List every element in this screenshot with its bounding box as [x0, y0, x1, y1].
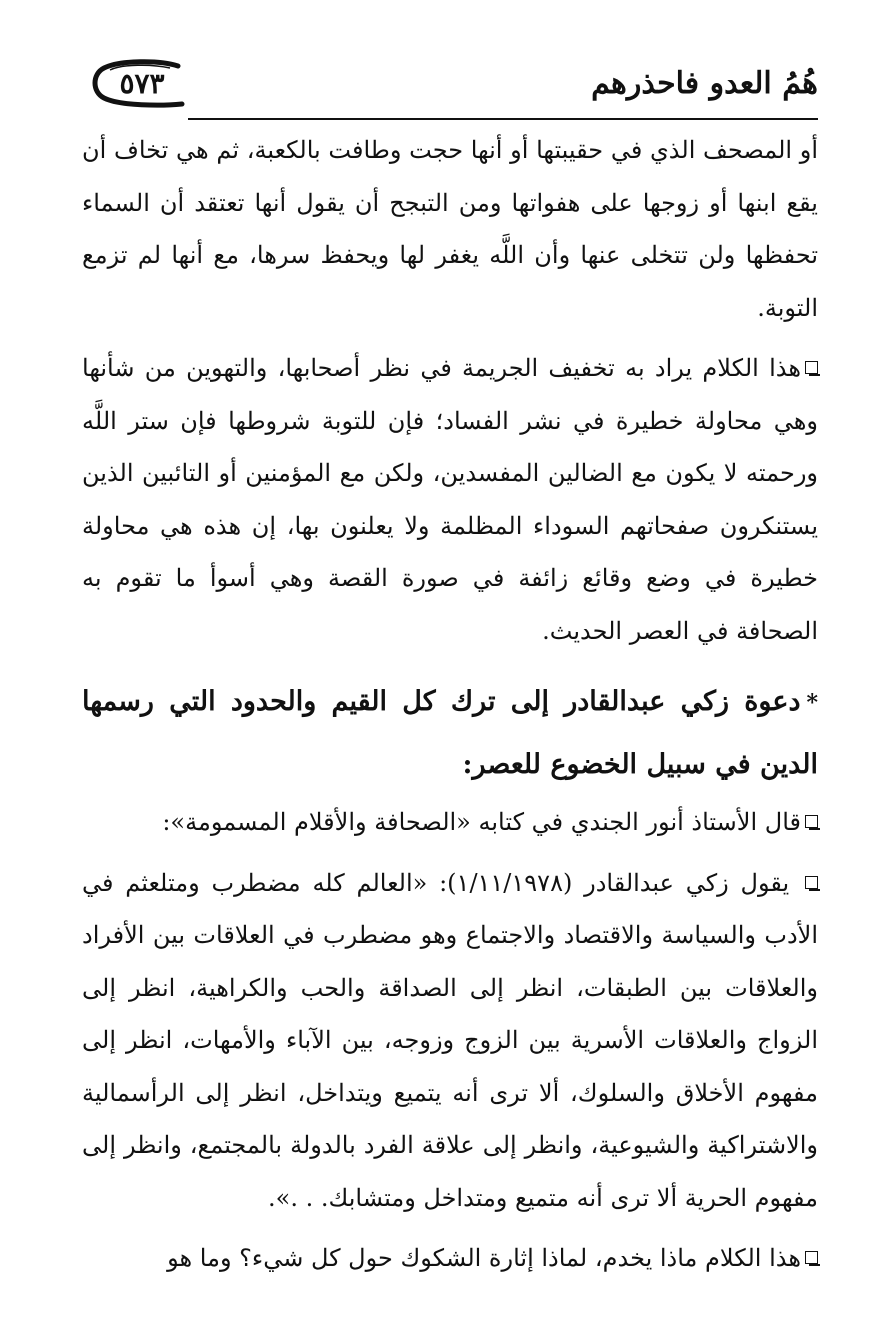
page-body [82, 124, 818, 1285]
page-number: ٥٧٣ [119, 67, 165, 100]
paragraph-5-text: هذا الكلام ماذا يخدم، لماذا إثارة الشكوك حول كل شيء؟ وما هو [167, 1244, 801, 1272]
square-bullet-icon [805, 361, 818, 374]
section-heading-text: دعوة زكي عبدالقادر إلى ترك كل القيم والحدود التي رسمها الدين في سبيل الخضوع للعصر: [82, 686, 818, 780]
page-number-badge [90, 58, 185, 108]
paragraph-4-text: يقول زكي عبدالقادر (١/١١/١٩٧٨): «العالم كله مضطرب ومتلعثم في الأدب والسياسة والاقتصاد والاجتماع وهو مضطرب في العلاقات بين الأفراد والعلاقات بين الطبقات، انظر إلى الصداقة والحب والكراهية، انظر إلى الزواج والعلاقات الأسرية بين الزوج وزوجه، بين الآباء والأمهات، انظر إلى مفهوم الأخلاق والسلوك، ألا ترى أنه يتميع ويتداخل، انظر إلى الرأسمالية والاشتراكية والشيوعية، وانظر إلى علاقة الفرد بالدولة بالمجتمع، وانظر إلى مفهوم الحرية ألا ترى أنه متميع ومتداخل ومتشابك. . .». [82, 868, 818, 1212]
paragraph-1-text: أو المصحف الذي في حقيبتها أو أنها حجت وطافت بالكعبة، ثم هي تخاف أن يقع ابنها أو زوجها على هفواتها ومن التبجح أن يقول أنها تعتقد أن السماء تحفظها ولن تتخلى عنها وأن اللَّه يغفر لها ويحفظ سرها، مع أنها لم تزمع التوبة. [82, 136, 819, 322]
page-header [90, 56, 818, 116]
square-bullet-icon [805, 815, 818, 828]
running-title: هُمُ العدو فاحذرهم [591, 66, 818, 101]
square-bullet-icon [805, 1251, 818, 1264]
paragraph-2-text: هذا الكلام يراد به تخفيف الجريمة في نظر أصحابها، والتهوين من شأنها وهي محاولة خطيرة في نشر الفساد؛ فإن للتوبة شروطها فإن ستر اللَّه ورحمته لا يكون مع الضالين المفسدين، ولكن مع المؤمنين أو التائبين الذين يستنكرون صفحاتهم السوداء المظلمة ولا يعلنون بها، إن هذه هي محاولة خطيرة في وضع وقائع زائفة في صورة القصة وهي أسوأ ما تقوم به الصحافة في العصر الحديث. [82, 354, 819, 645]
asterisk-bullet-icon: * [806, 690, 818, 716]
header-rule [188, 118, 818, 120]
paragraph-1 [82, 124, 818, 334]
paragraph-3-text: قال الأستاذ أنور الجندي في كتابه «الصحافة والأقلام المسمومة»: [162, 808, 801, 836]
section-heading [82, 671, 818, 796]
paragraph-2 [82, 342, 818, 657]
paragraph-5 [82, 1232, 818, 1285]
paragraph-3 [82, 796, 818, 849]
square-bullet-icon [805, 876, 818, 889]
paragraph-4 [82, 857, 818, 1225]
